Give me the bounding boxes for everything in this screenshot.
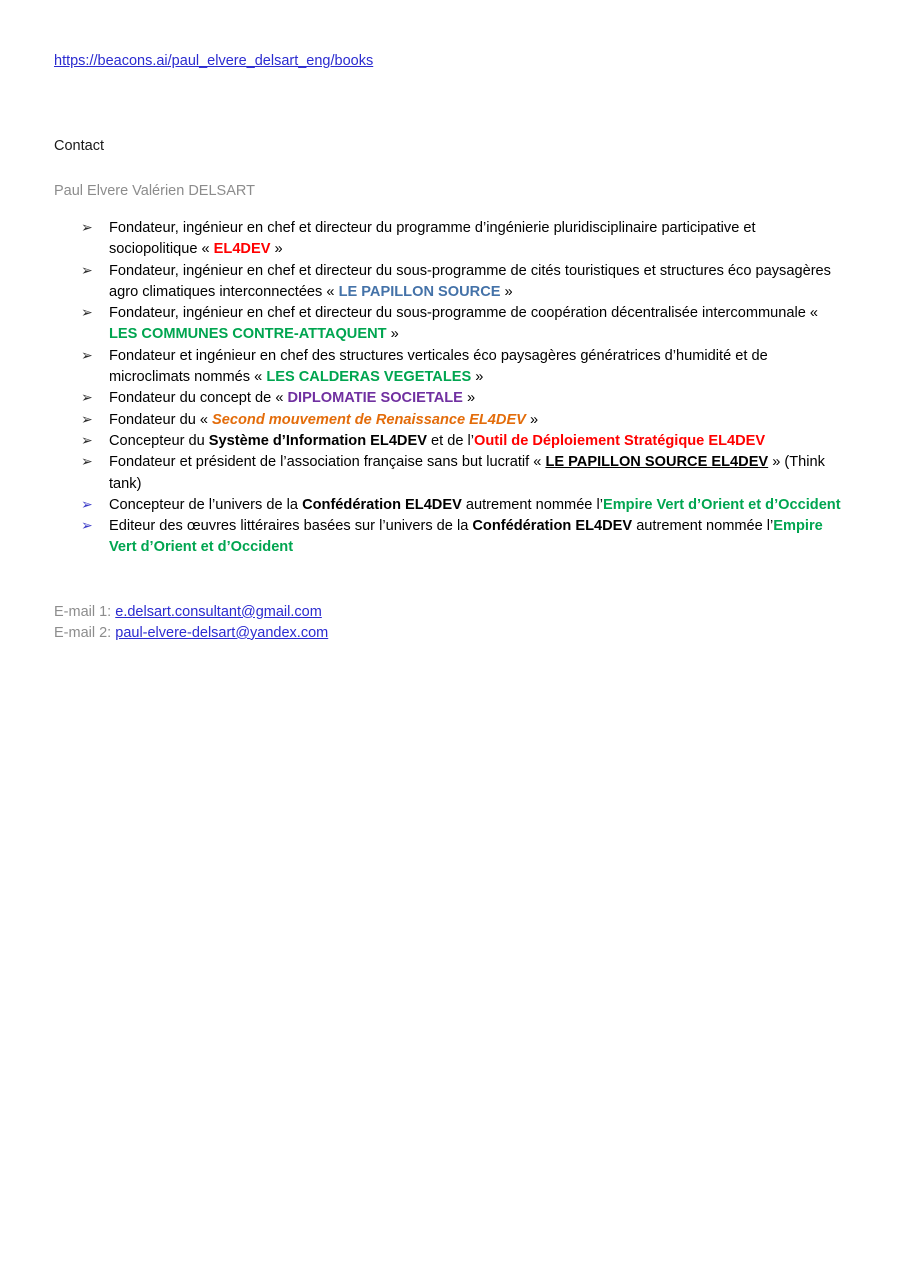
arrow-bullet-icon: ➢	[81, 411, 93, 428]
list-item	[53, 346, 847, 389]
text-segment-plain: »	[462, 390, 476, 407]
list-item-text	[109, 497, 841, 513]
text-segment-plain: Fondateur, ingénieur en chef et directeur du sous-programme de coopération décentralisée intercommunale «	[109, 305, 819, 322]
text-segment-plain: » (Think tank)	[109, 454, 825, 492]
list-item-text	[109, 263, 831, 300]
credentials-list	[53, 218, 847, 559]
text-segment-plain: »	[386, 326, 399, 343]
arrow-bullet-icon: ➢	[81, 496, 93, 513]
text-segment-plain: autrement nommée l’	[461, 496, 603, 513]
text-segment-plain: »	[500, 283, 513, 300]
email-link[interactable]: e.delsart.consultant@gmail.com	[115, 603, 322, 620]
list-item	[53, 495, 847, 516]
email-label: E-mail 2:	[54, 624, 116, 641]
text-segment-plain: Fondateur, ingénieur en chef et directeur du programme d’ingénierie pluridisciplinaire participative et sociopolitique «	[109, 220, 756, 258]
list-item	[53, 303, 847, 346]
text-segment-bold: Confédération EL4DEV	[472, 518, 633, 535]
list-item-text	[109, 390, 475, 406]
text-segment-green: LES CALDERAS VEGETALES	[266, 369, 472, 386]
text-segment-plain: et de l’	[426, 432, 475, 449]
list-item-text	[109, 305, 818, 342]
top-url-line	[54, 52, 847, 70]
list-item-text	[109, 348, 768, 385]
list-item-text	[109, 454, 825, 491]
email-label: E-mail 1:	[54, 603, 116, 620]
arrow-bullet-icon: ➢	[81, 454, 93, 471]
beacons-profile-link[interactable]: https://beacons.ai/paul_elvere_delsart_eng/books	[54, 53, 374, 69]
email-link[interactable]: paul-elvere-delsart@yandex.com	[115, 624, 329, 641]
author-name: Paul Elvere Valérien DELSART	[54, 183, 255, 199]
email-block	[54, 602, 847, 644]
text-segment-blue: LE PAPILLON SOURCE	[338, 283, 501, 300]
text-segment-red: Outil de Déploiement Stratégique EL4DEV	[474, 432, 766, 449]
text-segment-plain: »	[525, 411, 539, 428]
text-segment-plain: Concepteur de l’univers de la	[109, 496, 303, 513]
arrow-bullet-icon: ➢	[81, 305, 93, 322]
text-segment-bold-underline: LE PAPILLON SOURCE EL4DEV	[545, 454, 769, 471]
list-item-text	[109, 220, 756, 257]
contact-heading: Contact	[54, 138, 104, 154]
text-segment-plain: Editeur des œuvres littéraires basées sur l’univers de la	[109, 518, 473, 535]
text-segment-plain: autrement nommée l’	[632, 518, 774, 535]
email-line	[54, 623, 847, 644]
text-segment-plain: Concepteur du	[109, 432, 209, 449]
list-item	[53, 388, 847, 409]
arrow-bullet-icon: ➢	[81, 347, 93, 364]
text-segment-plain: Fondateur du concept de «	[109, 390, 288, 407]
arrow-bullet-icon: ➢	[81, 220, 93, 236]
text-segment-red: EL4DEV	[213, 241, 271, 258]
text-segment-green: LES COMMUNES CONTRE-ATTAQUENT	[109, 326, 387, 343]
arrow-bullet-icon: ➢	[81, 432, 93, 449]
text-segment-plain: »	[270, 241, 283, 258]
text-segment-plain: Fondateur, ingénieur en chef et directeur du sous-programme de cités touristiques et structures éco paysagères agro climatiques interconnectées «	[109, 262, 831, 300]
arrow-bullet-icon: ➢	[81, 262, 93, 279]
list-item-text	[109, 518, 823, 555]
list-item	[53, 516, 847, 559]
list-item	[53, 452, 847, 495]
list-item	[53, 431, 847, 452]
arrow-bullet-icon: ➢	[81, 390, 93, 407]
text-segment-plain: Fondateur et ingénieur en chef des structures verticales éco paysagères génératrices d’humidité et de microclimats nommés «	[109, 347, 768, 386]
arrow-bullet-icon: ➢	[81, 518, 93, 535]
email-line	[54, 602, 847, 623]
text-segment-purple: DIPLOMATIE SOCIETALE	[287, 390, 463, 407]
text-segment-bold: Confédération EL4DEV	[302, 496, 462, 513]
text-segment-plain: Fondateur et président de l’association française sans but lucratif «	[109, 454, 546, 471]
text-segment-plain: Fondateur du «	[109, 411, 213, 428]
text-segment-orange: Second mouvement de Renaissance EL4DEV	[212, 411, 526, 428]
list-item	[53, 261, 847, 304]
list-item-text	[109, 412, 538, 428]
text-segment-plain: »	[471, 369, 484, 386]
list-item	[53, 218, 847, 261]
text-segment-green: Empire Vert d’Orient et d’Occident	[109, 518, 823, 556]
list-item-text	[109, 433, 765, 449]
list-item	[53, 410, 847, 431]
text-segment-bold: Système d’Information EL4DEV	[208, 432, 427, 449]
text-segment-green: Empire Vert d’Orient et d’Occident	[602, 496, 841, 513]
